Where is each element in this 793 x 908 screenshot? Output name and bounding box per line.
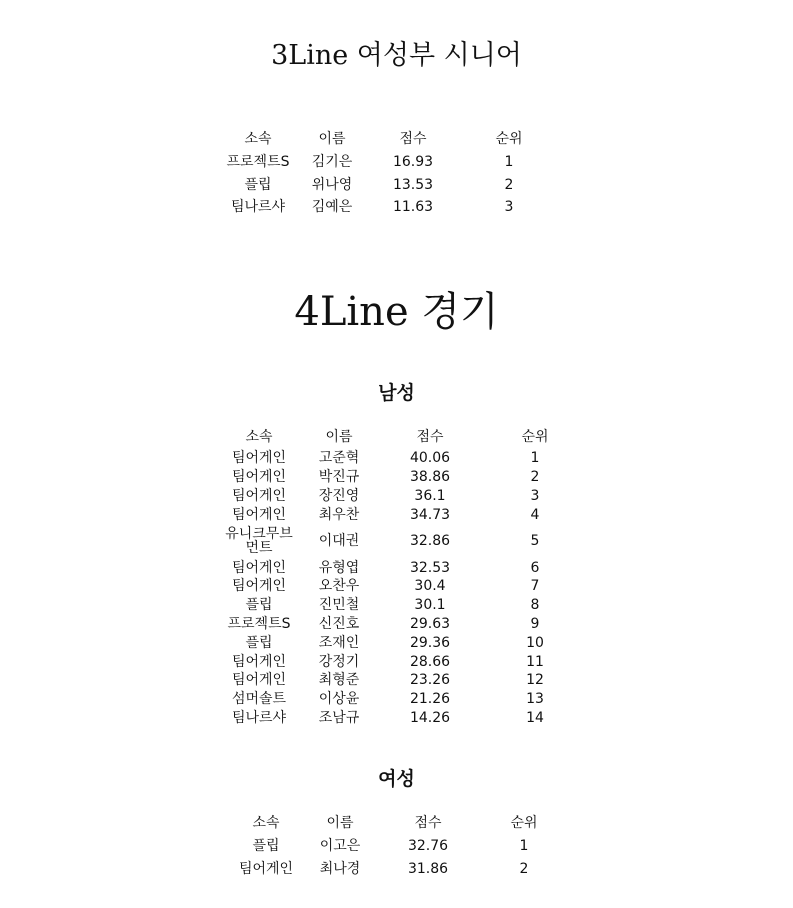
team-cell: 플립 — [244, 176, 272, 193]
results-table-3line — [220, 127, 560, 219]
team-cell: 프로젝트S — [227, 615, 291, 632]
name-cell: 강정기 — [318, 653, 360, 670]
score-cell: 21.26 — [409, 691, 451, 708]
table-row — [220, 505, 590, 524]
score-cell: 32.53 — [409, 559, 451, 576]
score-cell: 29.63 — [409, 615, 451, 632]
name-cell: 최나경 — [319, 860, 361, 877]
rank-cell: 12 — [526, 672, 544, 689]
column-header-score: 점수 — [414, 815, 442, 831]
team-cell: 플립 — [252, 838, 280, 855]
column-header-name: 이름 — [318, 131, 346, 147]
score-cell: 30.1 — [414, 597, 446, 614]
table-header-row — [220, 425, 590, 449]
name-cell: 조재인 — [318, 634, 360, 651]
column-header-score: 점수 — [416, 429, 444, 445]
table-row — [220, 174, 560, 197]
score-cell: 32.86 — [409, 533, 451, 550]
column-header-name: 이름 — [326, 815, 354, 831]
title-4line-competition: 4Line 경기 — [294, 289, 499, 335]
name-cell: 최형준 — [318, 672, 360, 689]
section-title-male: 남성 — [378, 382, 415, 404]
score-cell: 34.73 — [409, 506, 451, 523]
name-cell: 최우찬 — [318, 506, 360, 523]
name-cell: 이상윤 — [318, 691, 360, 708]
table-row — [220, 671, 590, 690]
team-cell: 팀어게인 — [231, 578, 287, 595]
results-table-4line-female — [230, 811, 570, 880]
score-cell: 16.93 — [392, 154, 434, 171]
rank-cell: 1 — [530, 450, 540, 467]
table-row — [220, 449, 590, 468]
name-cell: 유형엽 — [318, 559, 360, 576]
table-row — [220, 487, 590, 506]
rank-cell: 1 — [519, 838, 529, 855]
team-cell: 팀어게인 — [238, 860, 294, 877]
score-cell: 14.26 — [409, 709, 451, 726]
name-cell: 위나영 — [311, 176, 353, 193]
section-title-female: 여성 — [378, 768, 415, 790]
table-row — [220, 468, 590, 487]
score-cell: 23.26 — [409, 672, 451, 689]
team-cell: 팀나르샤 — [230, 199, 286, 216]
rank-cell: 9 — [530, 615, 540, 632]
column-header-rank: 순위 — [521, 429, 549, 445]
name-cell: 이대권 — [318, 533, 360, 550]
name-cell: 조남규 — [318, 709, 360, 726]
column-header-name: 이름 — [325, 429, 353, 445]
team-cell: 팀어게인 — [231, 672, 287, 689]
name-cell: 김기은 — [311, 154, 353, 171]
column-header-team: 소속 — [244, 131, 272, 147]
table-row — [220, 709, 590, 728]
table-row — [220, 633, 590, 652]
table-row — [220, 652, 590, 671]
team-cell: 프로젝트S — [226, 154, 290, 171]
score-cell: 30.4 — [414, 578, 446, 595]
title-3line-women-senior: 3Line 여성부 시니어 — [271, 40, 522, 71]
rank-cell: 2 — [519, 860, 529, 877]
table-row — [220, 524, 590, 558]
column-header-team: 소속 — [252, 815, 280, 831]
team-cell: 팀어게인 — [231, 487, 287, 504]
rank-cell: 1 — [504, 154, 514, 171]
table-row — [220, 577, 590, 596]
table-row — [220, 615, 590, 634]
team-cell: 팀어게인 — [231, 559, 287, 576]
team-cell: 팀나르샤 — [231, 709, 287, 726]
team-cell: 유니크무브먼트 — [225, 526, 293, 557]
table-row — [220, 690, 590, 709]
column-header-rank: 순위 — [510, 815, 538, 831]
column-header-team: 소속 — [245, 429, 273, 445]
rank-cell: 4 — [530, 506, 540, 523]
rank-cell: 3 — [504, 199, 514, 216]
results-table-4line-male — [220, 425, 590, 727]
score-cell: 13.53 — [392, 176, 434, 193]
name-cell: 이고은 — [319, 838, 361, 855]
team-cell: 팀어게인 — [231, 506, 287, 523]
column-header-score: 점수 — [399, 131, 427, 147]
score-cell: 32.76 — [407, 838, 449, 855]
score-cell: 31.86 — [407, 860, 449, 877]
table-header-row — [220, 127, 560, 151]
column-header-rank: 순위 — [495, 131, 523, 147]
rank-cell: 10 — [526, 634, 544, 651]
name-cell: 고준혁 — [318, 450, 360, 467]
rank-cell: 13 — [526, 691, 544, 708]
team-cell: 팀어게인 — [231, 469, 287, 486]
team-cell: 팀어게인 — [231, 450, 287, 467]
team-cell: 섬머솔트 — [231, 691, 287, 708]
name-cell: 신진호 — [318, 615, 360, 632]
name-cell: 김예은 — [311, 199, 353, 216]
score-cell: 11.63 — [392, 199, 434, 216]
team-cell: 팀어게인 — [231, 653, 287, 670]
table-row — [220, 596, 590, 615]
team-cell: 플립 — [245, 634, 273, 651]
rank-cell: 14 — [526, 709, 544, 726]
score-cell: 40.06 — [409, 450, 451, 467]
rank-cell: 3 — [530, 487, 540, 504]
table-row — [220, 558, 590, 577]
rank-cell: 8 — [530, 597, 540, 614]
team-cell: 플립 — [245, 597, 273, 614]
table-row — [230, 835, 570, 858]
table-row — [220, 151, 560, 174]
table-row — [230, 858, 570, 881]
rank-cell: 6 — [530, 559, 540, 576]
rank-cell: 11 — [526, 653, 544, 670]
score-cell: 28.66 — [409, 653, 451, 670]
rank-cell: 2 — [504, 176, 514, 193]
table-row — [220, 196, 560, 219]
table-header-row — [230, 811, 570, 835]
name-cell: 장진영 — [318, 487, 360, 504]
score-cell: 29.36 — [409, 634, 451, 651]
score-cell: 38.86 — [409, 469, 451, 486]
rank-cell: 2 — [530, 469, 540, 486]
rank-cell: 5 — [530, 533, 540, 550]
name-cell: 진민철 — [318, 597, 360, 614]
rank-cell: 7 — [530, 578, 540, 595]
score-cell: 36.1 — [414, 487, 446, 504]
name-cell: 오찬우 — [318, 578, 360, 595]
name-cell: 박진규 — [318, 469, 360, 486]
